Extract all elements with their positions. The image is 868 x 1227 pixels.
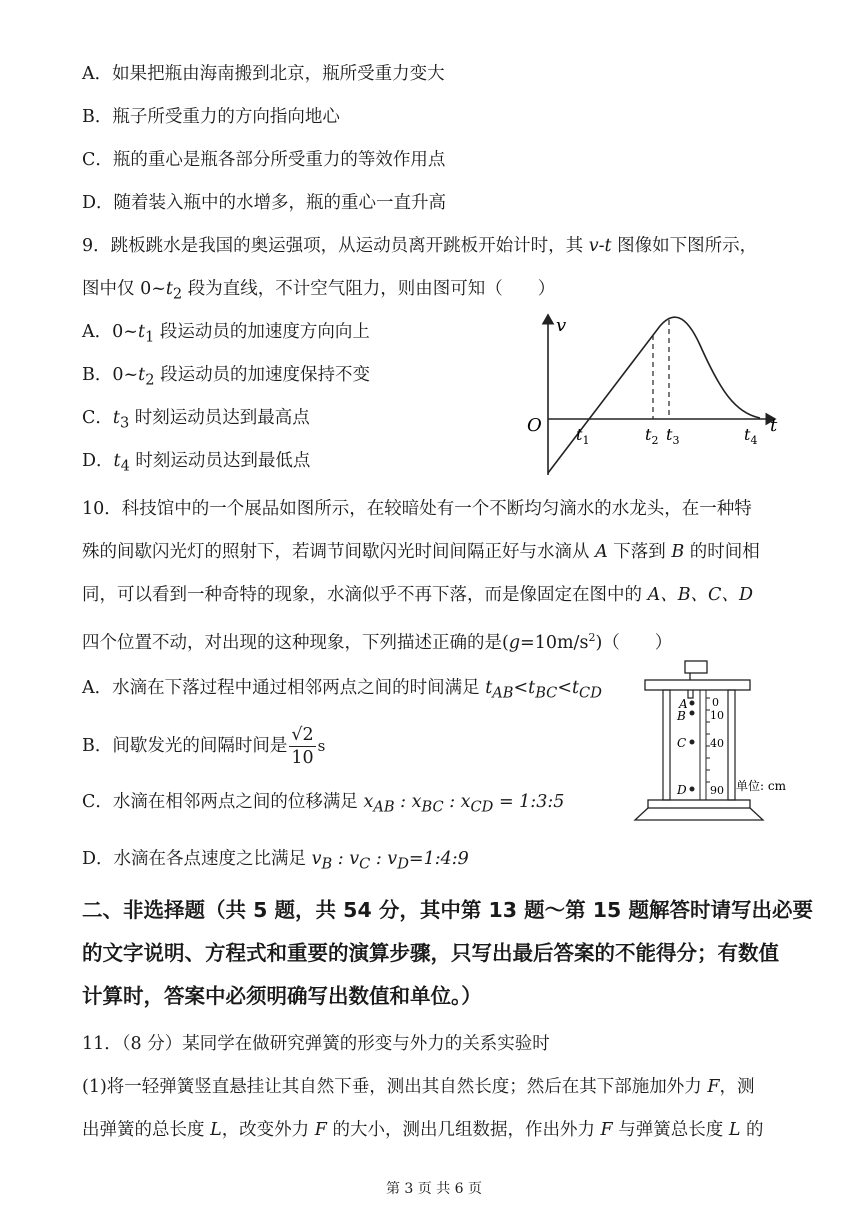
q9-option-b: B．$0\sim t_2$ 段运动员的加速度保持不变 — [82, 365, 371, 389]
scale-0: 0 — [712, 696, 719, 709]
vt-curve — [548, 317, 760, 473]
origin-label: O — [527, 415, 542, 436]
point-a-label: A — [679, 697, 688, 711]
q8-option-d: D．随着装入瓶中的水增多，瓶的重心一直升高 — [82, 193, 447, 213]
v-axis-label: v — [556, 315, 567, 336]
q9-stem-line-2: 图中仅 $0\sim t_2$ 段为直线，不计空气阻力，则由图可知（ ） — [82, 279, 556, 303]
q10-option-a-expression: $t_{AB}<t_{BC}<t_{CD}$ — [485, 678, 602, 702]
point-b-label: B — [677, 709, 686, 723]
t3-tick-label: $t_3$ — [666, 425, 680, 447]
q10-option-c: C．水滴在相邻两点之间的位移满足 $x_{AB}$ : $x_{BC}$ : $x_{CD}$ = 1:3:5 — [82, 792, 565, 816]
section-2-heading-line-1: 二、非选择题（共 5 题，共 54 分，其中第 13 题～第 15 题解答时请写出必要 — [82, 898, 813, 922]
drop-a — [690, 701, 695, 706]
base-foot — [635, 808, 763, 820]
top-bar — [645, 680, 750, 690]
q10-option-b-fraction: $\frac{√2}{10}$ — [291, 725, 314, 768]
q10-drip-diagram — [630, 658, 800, 828]
q10-stem-line-2: 殊的间歇闪光灯的照射下，若调节间歇闪光时间间隔正好与水滴从 A 下落到 B 的时间相 — [82, 542, 760, 562]
q9-stem-line-1: 9．跳板跳水是我国的奥运强项，从运动员离开跳板开始计时，其 v-t 图像如下图所示， — [82, 236, 758, 256]
q11-stem: 11．（8 分）某同学在做研究弹簧的形变与外力的关系实验时 — [82, 1034, 550, 1054]
drop-d — [690, 787, 695, 792]
q8-option-c: C．瓶的重心是瓶各部分所受重力的等效作用点 — [82, 150, 446, 170]
q10-option-c-expression: $x_{AB}$ : $x_{BC}$ : $x_{CD}$ = 1:3:5 — [363, 792, 565, 816]
faucet-nozzle — [688, 690, 693, 698]
q9-option-d: D．$t_4$ 时刻运动员达到最低点 — [82, 451, 311, 475]
q10-stem-line-1: 10．科技馆中的一个展品如图所示，在较暗处有一个不断均匀滴水的水龙头，在一种特 — [82, 499, 752, 519]
section-2-heading-line-3: 计算时，答案中必须明确写出数值和单位。） — [82, 984, 482, 1008]
scale-90: 90 — [710, 784, 724, 797]
q10-option-b: B．间歇发光的间隔时间是 $\frac{√2}{10}$ s — [82, 725, 326, 768]
t1-tick-label: $t_1$ — [576, 425, 590, 447]
section-2-heading-line-2: 的文字说明、方程式和重要的演算步骤，只写出最后答案的不能得分；有数值 — [82, 941, 779, 965]
q9-vt-graph — [520, 305, 790, 480]
q10-stem-line-4: 四个位置不动，对出现的这种现象，下列描述正确的是$(g=10m/s^2)$（ ） — [82, 631, 673, 653]
point-d-label: D — [677, 783, 687, 797]
left-column — [663, 690, 670, 800]
q10-option-d-expression: $v_B$ : $v_C$ : $v_D=1:4:9$ — [311, 849, 469, 873]
t-axis-label: t — [770, 415, 778, 436]
q9-option-a: A．$0\sim t_1$ 段运动员的加速度方向向上 — [82, 322, 370, 346]
faucet-handle — [685, 661, 707, 673]
scale-40: 40 — [710, 737, 724, 750]
q10-option-a: A．水滴在下落过程中通过相邻两点之间的时间满足 $t_{AB}<t_{BC}<t_{CD}$ — [82, 678, 602, 702]
scale-10: 10 — [710, 709, 724, 722]
ruler — [700, 690, 706, 800]
q10-stem-line-3: 同，可以看到一种奇特的现象，水滴似乎不再下落，而是像固定在图中的 A、B、C、D — [82, 585, 753, 605]
unit-label: 单位: cm — [736, 779, 786, 793]
point-c-label: C — [677, 736, 687, 750]
t4-tick-label: $t_4$ — [744, 425, 758, 447]
right-column — [728, 690, 735, 800]
drop-c — [690, 740, 695, 745]
q11-part1-line-1: (1)将一轻弹簧竖直悬挂让其自然下垂，测出其自然长度；然后在其下部施加外力 F，测 — [82, 1077, 755, 1097]
t2-tick-label: $t_2$ — [645, 425, 659, 447]
q10-option-d: D．水滴在各点速度之比满足 $v_B$ : $v_C$ : $v_D=1:4:9$ — [82, 849, 469, 873]
q8-option-b: B．瓶子所受重力的方向指向地心 — [82, 107, 340, 127]
drop-b — [690, 711, 695, 716]
q11-part1-line-2: 出弹簧的总长度 L，改变外力 F 的大小，测出几组数据，作出外力 F 与弹簧总长度 L 的 — [82, 1120, 764, 1140]
q8-option-a: A．如果把瓶由海南搬到北京，瓶所受重力变大 — [82, 64, 445, 84]
q9-option-c: C．$t_3$ 时刻运动员达到最高点 — [82, 408, 310, 432]
base-plate — [648, 800, 750, 808]
page-footer: 第 3 页 共 6 页 — [385, 1181, 483, 1197]
